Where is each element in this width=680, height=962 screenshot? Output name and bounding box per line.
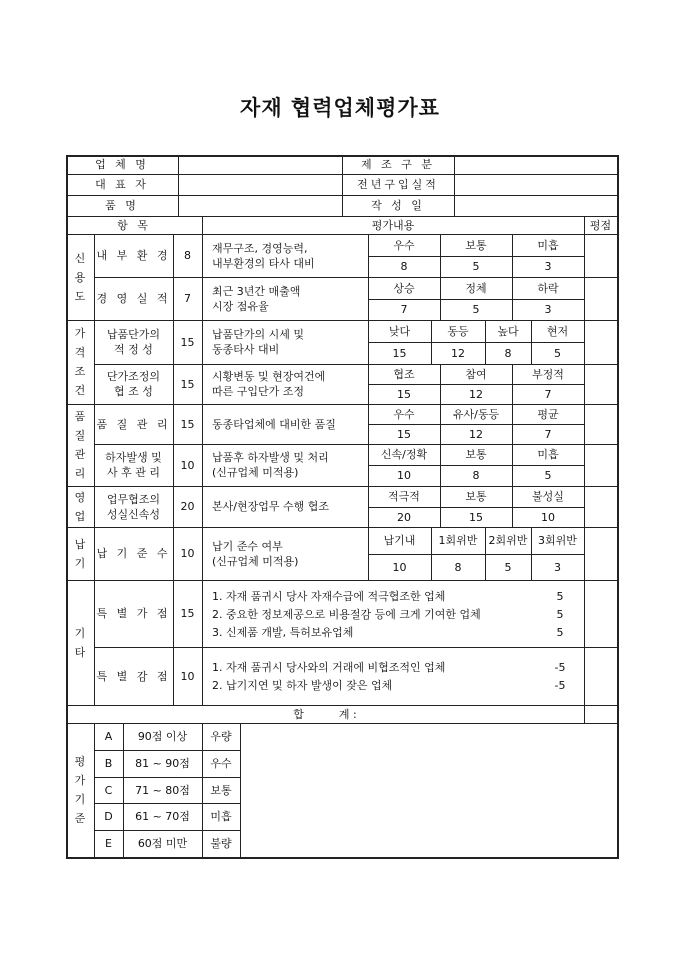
- table-rule: [66, 155, 619, 157]
- score-field[interactable]: [584, 320, 617, 364]
- author-field[interactable]: [454, 195, 617, 216]
- product-field[interactable]: [178, 195, 342, 216]
- grade-points: 3: [544, 303, 552, 316]
- grade-label: 평균: [537, 407, 559, 421]
- table-rule: [123, 723, 124, 857]
- bonus-points: 5: [556, 589, 564, 603]
- grade-points: 20: [397, 510, 411, 524]
- grade-points: 8: [454, 560, 462, 574]
- grade-label: 부정적: [532, 367, 564, 381]
- table-rule: [178, 155, 179, 216]
- table-rule: [342, 155, 343, 216]
- grade-label: 납기내: [383, 534, 416, 547]
- author-label: 작 성 일: [371, 199, 425, 212]
- item-description: 본사/현장업무 수행 협조: [212, 500, 329, 513]
- grade-label: 낮다: [388, 324, 411, 338]
- grade-points: 15: [397, 387, 411, 401]
- total-label: 합 계 :: [293, 707, 357, 721]
- criteria-range: 81 ~ 90점: [135, 757, 190, 770]
- table-rule: [94, 803, 240, 804]
- table-rule: [584, 234, 585, 705]
- item-points: 15: [180, 417, 195, 431]
- grade-points: 3: [544, 260, 552, 273]
- grade-label: 보통: [465, 490, 487, 503]
- grade-points: 5: [544, 469, 552, 482]
- bonus-points: -5: [554, 660, 566, 674]
- grade-points: 8: [504, 346, 512, 360]
- table-rule: [368, 384, 584, 385]
- grade-label: 동등: [447, 324, 469, 338]
- product-label: 품 명: [105, 199, 139, 212]
- item-points: 20: [180, 500, 195, 513]
- criteria-rating: 불량: [210, 837, 232, 850]
- table-rule: [240, 723, 241, 857]
- grade-points: 15: [397, 427, 411, 441]
- criteria-rating: 미흡: [210, 810, 232, 823]
- item-points: 10: [180, 669, 195, 683]
- table-rule: [66, 857, 619, 859]
- score-field[interactable]: [584, 277, 617, 320]
- bonus-line: 2. 중요한 정보제공으로 비용절감 등에 크게 기여한 업체: [212, 607, 481, 621]
- item-description: 납품단가의 시세 및 동종타사 대비: [212, 328, 305, 356]
- item-label: 내 부 환 경: [96, 249, 171, 262]
- grade-points: 7: [544, 387, 552, 401]
- category-label: 신 용 도: [74, 251, 86, 303]
- score-field[interactable]: [584, 647, 617, 705]
- item-description: 시황변동 및 현장여건에 따른 구입단가 조정: [212, 370, 326, 398]
- grade-points: 7: [400, 303, 408, 316]
- item-points: 15: [180, 377, 195, 391]
- table-rule: [368, 424, 584, 425]
- grade-label: 3회위반: [538, 534, 577, 547]
- grade-label: 높다: [497, 324, 519, 338]
- category-label: 가 격 조 건: [74, 327, 86, 397]
- score-field[interactable]: [584, 444, 617, 486]
- grade-points: 8: [472, 469, 480, 482]
- grade-label: 신속/정확: [380, 448, 428, 461]
- grade-label: 적극적: [388, 490, 420, 503]
- grade-label: 미흡: [537, 238, 559, 252]
- item-label: 납품단가의 적 정 성: [106, 328, 161, 356]
- grade-points: 5: [554, 346, 561, 360]
- grade-label: 불성실: [532, 490, 564, 503]
- table-rule: [202, 216, 203, 234]
- item-points: 8: [184, 249, 191, 262]
- criteria-label: 평 가 기 준: [74, 755, 86, 825]
- item-description: 최근 3년간 매출액 시장 점유율: [212, 284, 301, 313]
- criteria-grade: A: [104, 730, 113, 743]
- grade-points: 12: [469, 427, 483, 441]
- grade-points: 5: [504, 560, 512, 574]
- score-field[interactable]: [584, 364, 617, 404]
- grade-label: 상승: [393, 281, 415, 295]
- table-rule: [454, 155, 455, 216]
- item-label: 특 별 가 점: [96, 607, 171, 620]
- grade-points: 5: [472, 260, 480, 273]
- score-field[interactable]: [584, 580, 617, 647]
- table-rule: [584, 705, 585, 723]
- grade-points: 15: [469, 510, 483, 524]
- criteria-range: 71 ~ 80점: [135, 783, 190, 797]
- representative-field[interactable]: [178, 174, 342, 195]
- company_name-field[interactable]: [178, 155, 342, 174]
- grade-label: 정체: [465, 281, 487, 295]
- criteria-grade: B: [104, 757, 113, 770]
- table-rule: [66, 155, 68, 857]
- column-header-content: 평가내용: [371, 218, 415, 232]
- grade-label: 우수: [393, 407, 415, 421]
- bonus-line: 2. 납기지연 및 하자 발생이 잦은 업체: [212, 678, 393, 692]
- table-rule: [368, 299, 584, 300]
- item-points: 15: [180, 607, 195, 620]
- score-field[interactable]: [584, 527, 617, 580]
- grade-label: 유사/동등: [452, 407, 500, 421]
- item-description: 동종타업체에 대비한 품질: [212, 417, 336, 431]
- grade-points: 5: [472, 303, 480, 316]
- table-rule: [368, 507, 584, 508]
- table-rule: [66, 216, 617, 217]
- item-description: 재무구조, 경영능력, 내부환경의 타사 대비: [212, 241, 315, 270]
- table-rule: [94, 750, 240, 751]
- item-points: 15: [180, 335, 195, 349]
- grade-label: 현저: [546, 324, 569, 338]
- item-label: 하자발생 및 사 후 관 리: [105, 451, 162, 479]
- grade-label: 협조: [393, 367, 415, 381]
- table-rule: [368, 465, 584, 466]
- category-label: 영 업: [74, 490, 86, 523]
- item-points: 10: [180, 547, 195, 560]
- table-rule: [202, 723, 203, 857]
- item-label: 품 질 관 리: [96, 417, 171, 431]
- criteria-rating: 보통: [210, 783, 232, 797]
- grade-points: 10: [392, 560, 407, 574]
- grade-label: 보통: [465, 448, 487, 461]
- bonus-points: -5: [554, 678, 566, 692]
- table-rule: [94, 234, 95, 705]
- criteria-grade: D: [104, 810, 113, 823]
- table-rule: [368, 234, 369, 580]
- grade-label: 우수: [393, 238, 415, 252]
- table-rule: [94, 830, 240, 831]
- score-field[interactable]: [584, 486, 617, 527]
- grade-label: 1회위반: [438, 534, 478, 547]
- table-rule: [368, 256, 584, 257]
- item-label: 납 기 준 수: [96, 547, 171, 560]
- item-label: 단가조정의 협 조 성: [106, 370, 161, 398]
- manufacture-type-label: 제 조 구 분: [361, 158, 435, 171]
- grade-points: 10: [397, 469, 411, 482]
- item-points: 10: [180, 458, 195, 472]
- grade-points: 15: [392, 346, 407, 360]
- criteria-range: 90점 이상: [137, 730, 188, 743]
- table-rule: [368, 342, 584, 343]
- total-score-field[interactable]: [584, 705, 617, 723]
- category-label: 기 타: [74, 626, 86, 659]
- grade-label: 하락: [537, 281, 559, 295]
- column-header-score: 평점: [589, 218, 612, 232]
- grade-points: 3: [554, 560, 561, 574]
- grade-label: 2회위반: [488, 534, 528, 547]
- criteria-grade: C: [104, 783, 113, 797]
- table-rule: [202, 234, 203, 705]
- item-points: 7: [184, 292, 191, 305]
- table-rule: [94, 777, 240, 778]
- manufacture-type-field[interactable]: [454, 155, 617, 174]
- item-label: 경 영 실 적: [96, 292, 171, 305]
- table-rule: [94, 723, 95, 857]
- bonus-line: 3. 신제품 개발, 특허보유업체: [212, 625, 354, 639]
- page-title: 자재 협력업체평가표: [240, 96, 440, 120]
- table-rule: [584, 216, 585, 234]
- table-rule: [173, 234, 174, 705]
- last-year-purchase-field[interactable]: [454, 174, 617, 195]
- item-description: 납품후 하자발생 및 처리 (신규업체 미적용): [212, 451, 329, 479]
- bonus-line: 1. 자재 품귀시 당사 자재수급에 적극협조한 업체: [212, 589, 446, 603]
- table-rule: [617, 155, 619, 857]
- table-rule: [368, 554, 584, 555]
- criteria-grade: E: [105, 837, 112, 850]
- grade-label: 미흡: [537, 448, 559, 461]
- grade-points: 8: [400, 260, 408, 273]
- criteria-range: 61 ~ 70점: [135, 810, 190, 823]
- criteria-rating: 우수: [210, 757, 232, 770]
- table-rule: [66, 174, 617, 175]
- item-description: 납기 준수 여부 (신규업체 미적용): [212, 539, 299, 568]
- grade-points: 12: [469, 387, 483, 401]
- category-label: 품 질 관 리: [74, 410, 86, 480]
- grade-points: 12: [451, 346, 465, 360]
- column-header-item: 항 목: [117, 218, 151, 232]
- score-field[interactable]: [584, 404, 617, 444]
- last-year-purchase-label: 전년구입실적: [357, 178, 439, 191]
- item-label: 특 별 감 점: [96, 669, 171, 683]
- criteria-rating: 우량: [210, 730, 232, 743]
- representative-label: 대 표 자: [95, 178, 149, 191]
- bonus-line: 1. 자재 품귀시 당사와의 거래에 비협조적인 업체: [212, 660, 446, 674]
- grade-points: 10: [541, 510, 555, 524]
- company_name-label: 업 체 명: [95, 158, 149, 171]
- grade-label: 보통: [465, 238, 487, 252]
- grade-points: 7: [544, 427, 552, 441]
- table-rule: [66, 195, 617, 196]
- category-label: 납 기: [74, 537, 86, 570]
- score-field[interactable]: [584, 234, 617, 277]
- bonus-points: 5: [556, 625, 564, 639]
- grade-label: 참여: [465, 367, 487, 381]
- item-label: 업무협조의 성실신속성: [106, 492, 161, 521]
- bonus-points: 5: [556, 607, 564, 621]
- criteria-range: 60점 미만: [137, 837, 188, 850]
